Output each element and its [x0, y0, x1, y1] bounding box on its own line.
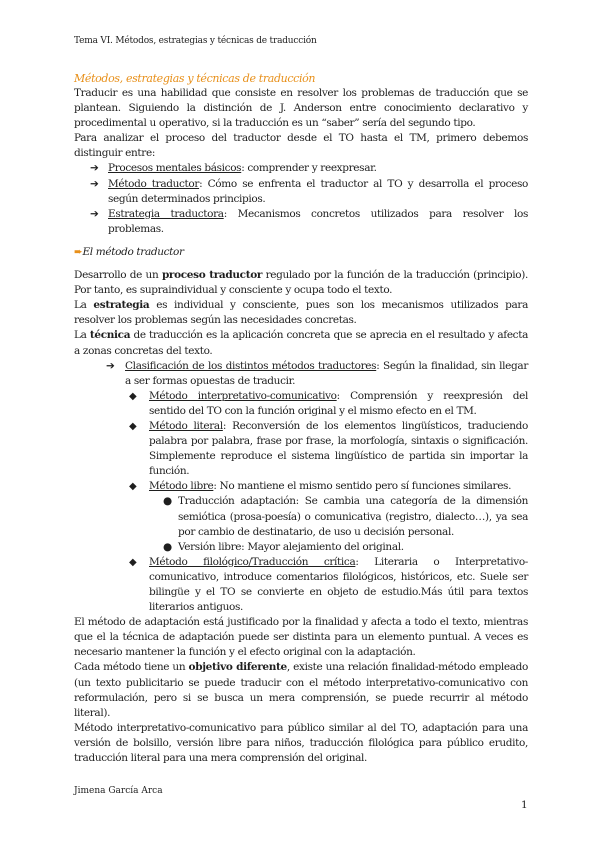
intro-paragraph-1: Traducir es una habilidad que consiste en resolver los problemas de traducción que se plantean. Siguiendo la distinción de J. Anderson entre conocimiento declarativo y procedimental u operativo, si la traducción es un “saber” sería del segundo tipo.	[74, 87, 528, 130]
section-heading	[74, 245, 528, 260]
methods-list	[74, 389, 528, 495]
text-run: , existe una relación finalidad-método empleado (un texto publicitario se puede traducir con el método interpretativo-comunicativo con reformulación, pero si se busca un mera comprensión, se puede recurrir al método literal).	[74, 661, 529, 719]
section-heading-text: El método traductor	[82, 245, 184, 258]
list-item-text: : Mecanismos concretos utilizados para resolver los problemas.	[108, 207, 528, 235]
text-run: regulado por la función de la traducción (principio). Por tanto, es supraindividual y consciente y ocupa todo el texto.	[74, 269, 529, 297]
document-body	[74, 71, 528, 766]
diamond-bullet-icon: ◆	[129, 420, 137, 432]
diamond-bullet-icon: ◆	[129, 556, 137, 568]
bold-term: objetivo diferente	[188, 661, 287, 674]
method-term: Método literal	[149, 419, 223, 432]
method-text: : Literaria o Interpretativo-comunicativo, introduce comentarios filológicos, históricos, etc. Suele ser bilingüe y el TO se convierte en objeto de estudio.Más útil para textos literarios antiguos.	[149, 555, 528, 614]
arrow-bullet-icon: ➔	[90, 162, 99, 175]
page-number: 1	[521, 799, 528, 811]
text-run: La	[74, 329, 90, 342]
list-item-term: Procesos mentales básicos	[108, 162, 242, 175]
method-term: Método libre	[149, 480, 214, 493]
list-item	[74, 207, 528, 237]
text-run: de traducción es la aplicación concreta que se aprecia en el resultado y afecta a zonas concretas del texto.	[74, 329, 528, 357]
document-title: Métodos, estrategias y técnicas de traducción	[74, 72, 316, 85]
list-item-text: : Según la finalidad, sin llegar a ser formas opuestas de traducir.	[125, 359, 528, 387]
list-item-term: Clasificación de los distintos métodos traductores	[125, 359, 377, 372]
text-run: es individual y consciente, pues son los mecanismos utilizados para resolver los problemas según las necesidades concretas.	[74, 299, 528, 327]
methods-list-continued	[74, 555, 528, 615]
footer-author: Jimena García Arca	[74, 786, 163, 796]
bold-term: proceso traductor	[161, 269, 263, 282]
sub-item-text: Traducción adaptación: Se cambia una categoría de la dimensión semiótica (prosa-poesía) o comunicativa (registro, dialecto…), ya sea por cambio de destinatario, de uso u decisión personal.	[178, 495, 528, 538]
list-item-text: : comprender y reexpresar.	[241, 162, 377, 175]
section-paragraph-2	[74, 298, 528, 328]
section-paragraph-3	[74, 328, 528, 358]
text-run: Desarrollo de un	[74, 269, 162, 282]
arrow-bullet-icon: ➔	[90, 207, 99, 220]
section-paragraph-4: El método de adaptación está justificado por la finalidad y afecta a todo el texto, mientras que el la técnica de adaptación puede ser distinta para un elemento puntual. A veces es necesario mantener la función y el efecto original con la adaptación.	[74, 616, 528, 659]
list-item	[129, 479, 528, 494]
sub-item-text: Versión libre: Mayor alejamiento del original.	[178, 540, 404, 553]
list-item	[129, 389, 528, 419]
libre-sublist	[74, 494, 528, 554]
text-run: La	[74, 299, 94, 312]
list-item-term: Método traductor	[108, 177, 200, 190]
method-text: : No mantiene el mismo sentido pero sí funciones similares.	[213, 480, 512, 493]
dot-bullet-icon: ●	[163, 540, 172, 553]
list-item	[74, 177, 528, 207]
list-item	[129, 555, 528, 615]
bold-term: estrategia	[93, 299, 150, 312]
list-item	[74, 161, 528, 176]
section-paragraph-1	[74, 268, 528, 298]
list-item	[74, 359, 528, 389]
dot-bullet-icon: ●	[163, 495, 172, 508]
method-term: Método filológico/Traducción crítica	[149, 555, 356, 568]
intro-paragraph-2: Para analizar el proceso del traductor desde el TO hasta el TM, primero debemos distinguir entre:	[74, 132, 528, 160]
list-item	[129, 419, 528, 479]
method-text: : Comprensión y reexpresión del sentido del TO con la función original y el mismo efecto en el TM.	[149, 389, 528, 417]
classification-list	[74, 359, 528, 389]
intro-list	[74, 161, 528, 236]
running-header: Tema VI. Métodos, estrategias y técnicas de traducción	[74, 36, 317, 46]
list-item-text: : Cómo se enfrenta el traductor al TO y desarrolla el proceso según determinados principios.	[108, 177, 528, 205]
bold-term: técnica	[89, 329, 131, 342]
text-run: Cada método tiene un	[74, 661, 189, 674]
method-term: Método interpretativo-comunicativo	[149, 389, 337, 402]
arrow-bullet-icon: ➔	[90, 177, 99, 190]
right-arrow-icon: ➨	[74, 245, 83, 258]
list-item-term: Estrategia traductora	[108, 207, 224, 220]
list-item	[163, 494, 528, 539]
method-text: : Reconversión de los elementos lingüísticos, traduciendo palabra por palabra, frase por frase, la morfología, sintaxis o significación. Simplemente reproduce el sistema lingüístico de partida sin importar la función.	[149, 419, 528, 478]
diamond-bullet-icon: ◆	[129, 390, 137, 402]
arrow-bullet-icon: ➔	[106, 359, 115, 372]
section-paragraph-6: Método interpretativo-comunicativo para público similar al del TO, adaptación para una versión de bolsillo, versión libre para niños, traducción filológica para público erudito, traducción literal para una mera comprensión del original.	[74, 721, 528, 765]
diamond-bullet-icon: ◆	[129, 481, 137, 493]
section-paragraph-5	[74, 660, 528, 720]
list-item	[163, 540, 528, 555]
